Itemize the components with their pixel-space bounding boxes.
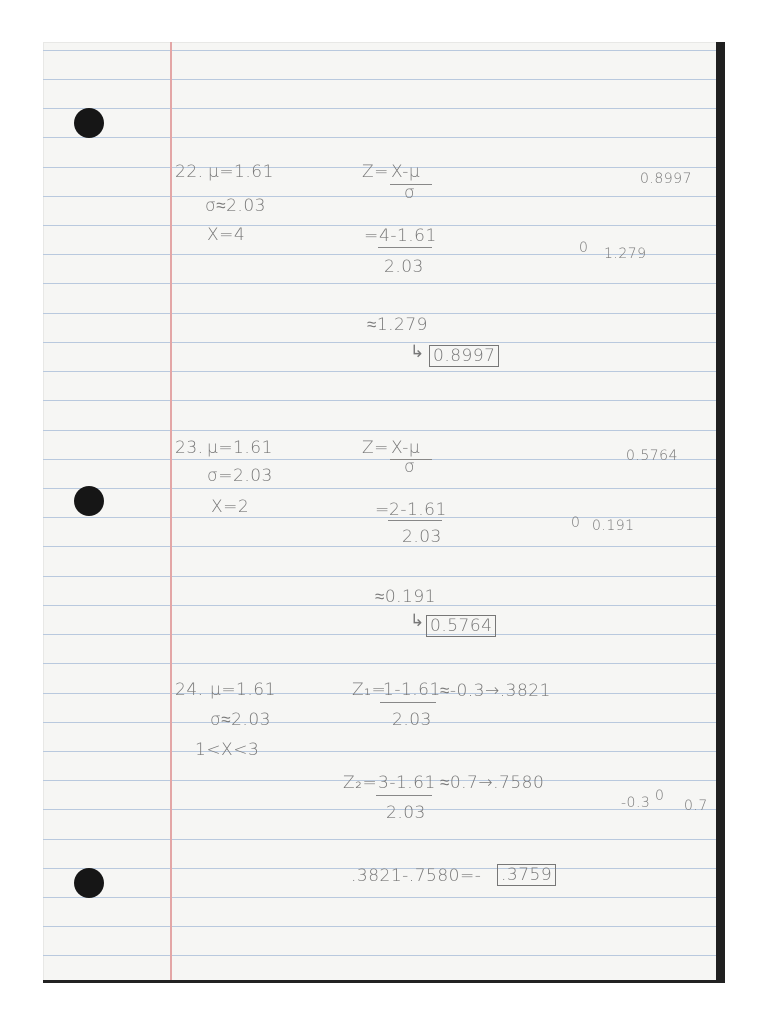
- fraction-bar: [388, 520, 442, 521]
- ruled-line: [43, 283, 725, 284]
- boxed-answer: .3759: [497, 864, 556, 886]
- substitution-equals: =: [375, 500, 390, 520]
- z2-result: ≈0.7→.7580: [440, 773, 545, 793]
- z-formula-numerator: X-μ: [391, 162, 421, 182]
- graph-zero-label: 0: [655, 788, 665, 804]
- ruled-line: [43, 926, 725, 927]
- margin-line: [170, 42, 172, 982]
- boxed-answer: 0.5764: [426, 615, 496, 637]
- ruled-line: [43, 400, 725, 401]
- ruled-line: [43, 430, 725, 431]
- ruled-line: [43, 137, 725, 138]
- problem-number: 24.: [175, 680, 204, 700]
- ruled-line: [43, 313, 725, 314]
- ruled-line: [43, 459, 725, 460]
- ruled-line: [43, 722, 725, 723]
- fraction-bar: [376, 795, 432, 796]
- fraction-bar: [380, 702, 436, 703]
- graph-right-label: 0.7: [684, 798, 708, 814]
- std-dev-value: σ=2.03: [207, 466, 273, 486]
- z2-numerator: 3-1.61: [378, 773, 436, 793]
- ruled-line: [43, 342, 725, 343]
- ruled-line: [43, 839, 725, 840]
- substitution-equals: =: [364, 226, 379, 246]
- punch-hole: [74, 108, 104, 138]
- substitution-numerator: 4-1.61: [379, 226, 437, 246]
- punch-hole: [74, 868, 104, 898]
- graph-zero-label: 0: [579, 240, 589, 256]
- z2-denominator: 2.03: [386, 803, 426, 823]
- graph-probability-label: 0.5764: [626, 448, 678, 464]
- graph-zero-label: 0: [571, 515, 581, 531]
- page-edge-right: [716, 42, 725, 982]
- mean-value: μ=1.61: [208, 162, 274, 182]
- ruled-line: [43, 897, 725, 898]
- ruled-line: [43, 50, 725, 51]
- z1-result: ≈-0.3→.3821: [440, 681, 551, 701]
- mean-value: μ=1.61: [210, 680, 276, 700]
- graph-left-label: -0.3: [621, 795, 651, 811]
- graph-z-label: 0.191: [592, 518, 635, 534]
- graph-z-label: 1.279: [604, 246, 647, 262]
- answer-arrow: ↳: [410, 611, 425, 631]
- fraction-bar: [378, 247, 432, 248]
- substitution-denominator: 2.03: [402, 527, 442, 547]
- z-formula-denominator: σ: [404, 183, 416, 203]
- ruled-line: [43, 663, 725, 664]
- substitution-numerator: 2-1.61: [389, 500, 447, 520]
- ruled-line: [43, 371, 725, 372]
- z1-left: Z₁=: [352, 680, 387, 700]
- ruled-line: [43, 955, 725, 956]
- z-score: ≈0.191: [375, 587, 436, 607]
- answer-arrow: ↳: [410, 342, 425, 362]
- z1-denominator: 2.03: [392, 710, 432, 730]
- problem-number: 22.: [175, 162, 204, 182]
- ruled-line: [43, 546, 725, 547]
- ruled-line: [43, 576, 725, 577]
- probability-difference: .3821-.7580=-: [351, 866, 482, 886]
- boxed-answer: 0.8997: [429, 345, 499, 367]
- z-formula-left: Z=: [362, 162, 389, 182]
- problem-number: 23.: [175, 438, 204, 458]
- z-score: ≈1.279: [367, 315, 428, 335]
- x-value: X=4: [207, 225, 246, 245]
- page-edge-bottom: [43, 980, 725, 983]
- ruled-line: [43, 488, 725, 489]
- graph-probability-label: 0.8997: [640, 171, 692, 187]
- z1-numerator: 1-1.61: [383, 680, 441, 700]
- ruled-line: [43, 79, 725, 80]
- punch-hole: [74, 486, 104, 516]
- z2-left: Z₂=: [343, 773, 378, 793]
- ruled-line: [43, 108, 725, 109]
- ruled-line: [43, 634, 725, 635]
- z-formula-denominator: σ: [404, 457, 416, 477]
- std-dev-value: σ≈2.03: [205, 196, 266, 216]
- z-formula-numerator: X-μ: [391, 438, 421, 458]
- std-dev-value: σ≈2.03: [210, 710, 271, 730]
- x-range: 1<X<3: [195, 740, 260, 760]
- substitution-denominator: 2.03: [384, 257, 424, 277]
- mean-value: μ=1.61: [207, 438, 273, 458]
- z-formula-left: Z=: [362, 438, 389, 458]
- ruled-line: [43, 751, 725, 752]
- ruled-line: [43, 196, 725, 197]
- x-value: X=2: [211, 497, 250, 517]
